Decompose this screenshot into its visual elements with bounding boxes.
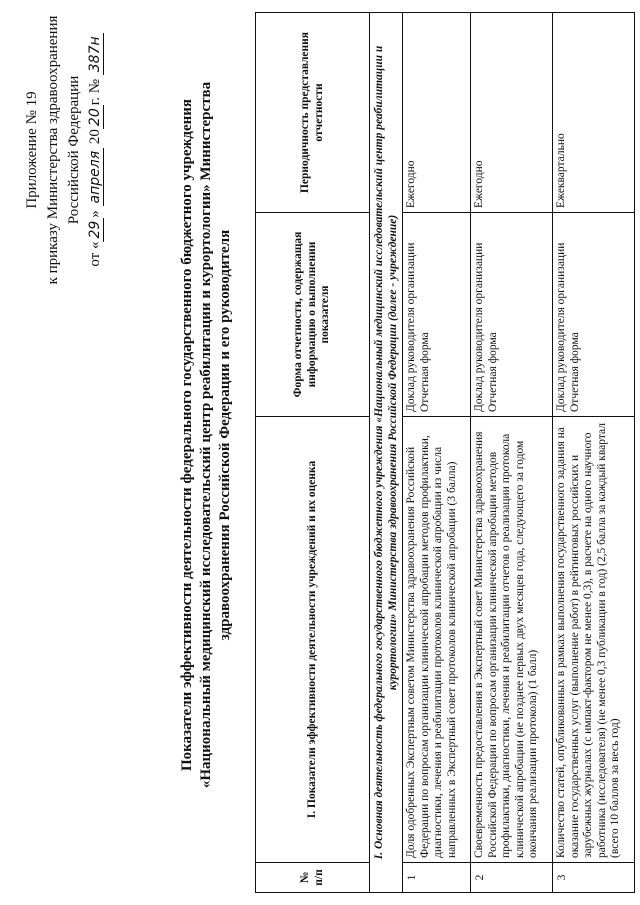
indicators-table bbox=[255, 12, 635, 893]
federation-line: Российской Федерации bbox=[66, 75, 82, 225]
header-number: № п/п bbox=[256, 863, 370, 893]
table-row bbox=[471, 13, 553, 893]
row-report-form: Доклад руководителя организации Отчетная форма bbox=[553, 213, 635, 417]
handwritten-day: 29 bbox=[87, 218, 104, 242]
handwritten-month: апреля bbox=[87, 148, 104, 207]
table-header-row bbox=[256, 13, 370, 893]
row-indicator: Своевременность предоставления в Экспертный совет Министерства здравоохранения Российской Федерации по вопросам организации клинической апробации методов профилактики, диагностики, лечения и реабилитации отчетов о реализации протокола клинической апробации (не позднее первых двух месяцев года, следующего за годом окончания реализации протокола) (1 балл) bbox=[471, 417, 553, 863]
row-indicator: Количество статей, опубликованных в рамках выполнения государственного задания на оказание государственных услуг (выполнение работ) в рейтинговых российских и зарубежных журналах (с импакт-фактором не менее 0,3), в расчете на одного научного работника (исследователя) (не менее 0,3 публикации в год) (2,5 балла за каждый квартал (всего 10 баллов за весь год) bbox=[553, 417, 635, 863]
row-indicator: Доля одобренных Экспертным советом Министерства здравоохранения Российской Федерации по вопросам организации клинической апробации методов профилактики, диагностики, лечения и реабилитации протоколов клинической апробации из числа направленных в Экспертный совет протоколов клинической апробации (3 балла) bbox=[403, 417, 471, 863]
order-date-line: от «29» апреля 2020г. № 387н bbox=[85, 15, 106, 285]
order-reference: к приказу Министерства здравоохранения bbox=[45, 15, 61, 285]
document-title: Показатели эффективности деятельности федерального государственного бюджетного учреждения «Национальный медицинский исследовательский центр реабилитации и курортологии» Министерства здравоохранения Российской Федерации и его руководителя bbox=[179, 81, 233, 789]
row-periodicity: Ежеквартально bbox=[553, 13, 635, 213]
row-report-form: Доклад руководителя организации Отчетная форма bbox=[403, 213, 471, 417]
row-periodicity: Ежегодно bbox=[403, 13, 471, 213]
table-row bbox=[553, 13, 635, 893]
handwritten-order-number: 387н bbox=[87, 33, 104, 75]
row-report-form: Доклад руководителя организации Отчетная форма bbox=[471, 213, 553, 417]
section-row bbox=[370, 13, 403, 893]
appendix-header bbox=[22, 15, 106, 285]
row-periodicity: Ежегодно bbox=[471, 13, 553, 213]
table-row bbox=[403, 13, 471, 893]
row-number: 2 bbox=[471, 863, 553, 893]
header-indicator: I. Показатели эффективности деятельности учреждений и их оценка bbox=[256, 417, 370, 863]
row-number: 3 bbox=[553, 863, 635, 893]
section-title: I. Основная деятельность федерального государственного бюджетного учреждения «Национальный медицинский исследовательский центр реабилитации и курортологии» Министерства здравоохранения Российской Федерации (далее - учреждение) bbox=[370, 13, 403, 893]
row-number: 1 bbox=[403, 863, 471, 893]
header-periodicity: Периодичность представления отчетности bbox=[256, 13, 370, 213]
handwritten-year: 20 bbox=[87, 105, 104, 129]
header-report-form: Форма отчетности, содержащая информацию о выполнении показателя bbox=[256, 213, 370, 417]
appendix-number: Приложение № 19 bbox=[24, 91, 40, 209]
